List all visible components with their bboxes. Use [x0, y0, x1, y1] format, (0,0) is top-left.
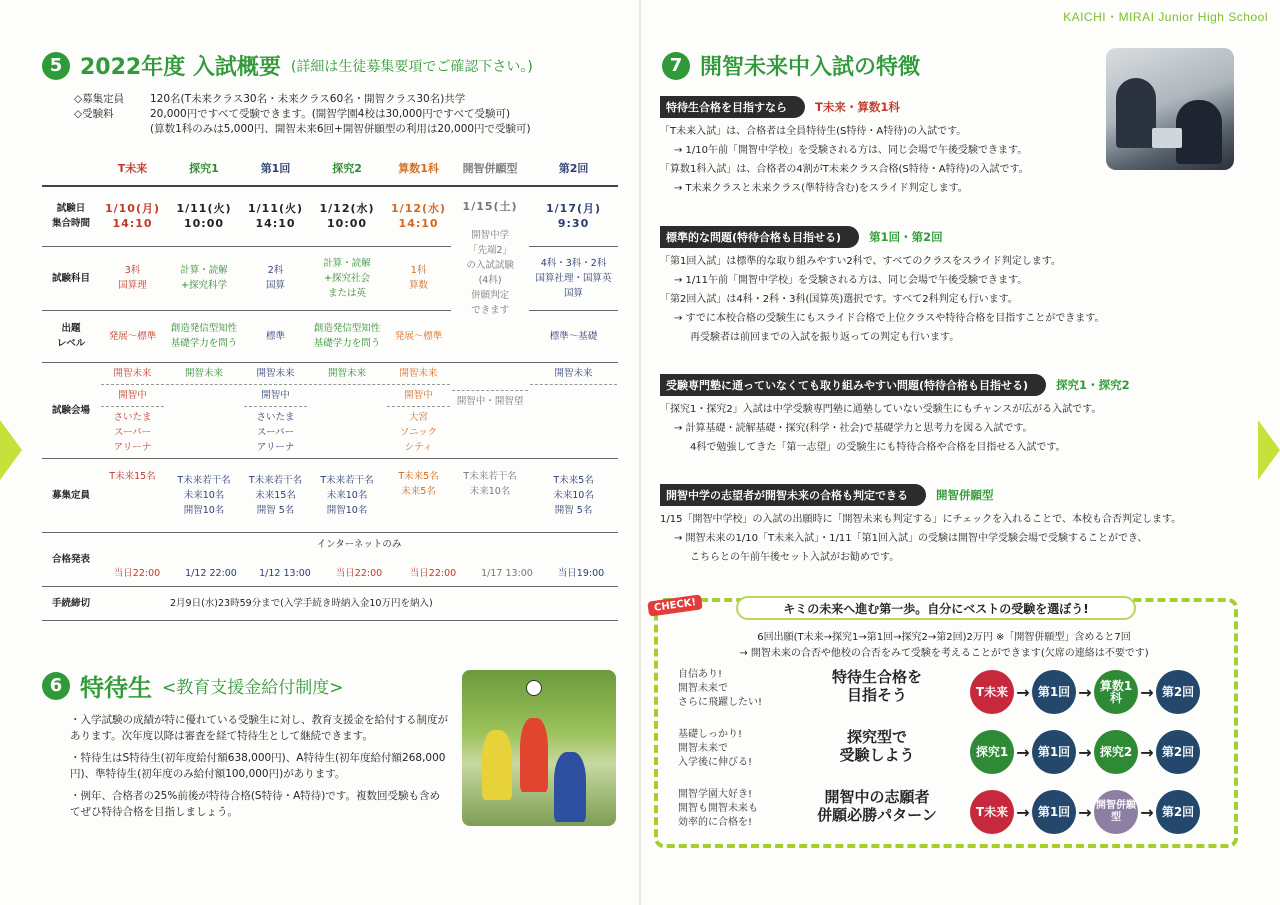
step-tankyu-2: 探究2	[1094, 730, 1138, 774]
feature-bar: 標準的な問題(特待合格も目指せる)	[660, 226, 859, 248]
subject-cell: 計算・読解	[180, 265, 228, 276]
meet-time: 14:10	[112, 217, 153, 231]
scholarship-paragraph: ・入学試験の成績が特に優れている受験生に対し、教育支援金を給付する制度があります。次年度以降は審査を経て特待生として継続できます。	[70, 714, 448, 742]
meet-time: 9:30	[557, 217, 590, 231]
venue-cell: さいたま	[256, 411, 295, 423]
feature-line: 1/15「開智中学校」の入試の出願時に「開智未来も判定する」にチェックを入れることで、本校も合否判定します。	[660, 514, 1182, 525]
procedure-deadline: 2月9日(水)23時59分まで(入学手続き時納入金10万円を納入)	[100, 586, 618, 620]
feature-line: → すでに本校合格の受験生にもスライド合格で上位クラスや特待合格を目指すことができます。	[674, 313, 1105, 324]
feature-tag: 探究1・探究2	[1056, 378, 1130, 392]
table-row	[42, 458, 618, 532]
feature-line: 「T未来入試」は、合格者は全員特待生(S特待・A特待)の入試です。	[660, 126, 967, 137]
subject-cell: +探究社会	[324, 272, 371, 284]
quota-cell: 未来10名	[553, 489, 594, 501]
announce-cell: 当日19:00	[557, 568, 605, 579]
row-label: 出題	[61, 323, 81, 334]
feature-line: → 1/10午前「開智中学校」を受験される方は、同じ会場で午後受験できます。	[674, 145, 1028, 156]
arrow-right-icon: →	[1016, 742, 1030, 762]
exam-date: 1/11(火)	[248, 202, 304, 216]
meet-time: 14:10	[255, 217, 296, 231]
venue-cell: アリーナ	[113, 441, 152, 453]
plan-heading: 目指そう	[846, 686, 907, 704]
quota-cell: T未来5名	[553, 474, 594, 486]
subject-cell: +探究科学	[181, 280, 227, 291]
feature-tag: 第1回・第2回	[869, 230, 943, 244]
quota-cell: T未来若干名	[177, 474, 231, 486]
quota-cell: T未来15名	[109, 470, 156, 482]
level-cell: 創造発信型知性	[313, 323, 381, 334]
venue-cell: さいたま	[113, 411, 152, 423]
row-label: 試験会場	[42, 362, 100, 458]
table-row	[42, 586, 618, 620]
subject-cell: 計算・読解	[323, 257, 371, 269]
feature-line: 「探究1・探究2」入試は中学受験専門塾に通塾していない受験生にもチャンスが広がる入試です。	[660, 404, 1102, 415]
venue-cell: スーパー	[256, 426, 295, 438]
step-math: 算数1科	[1094, 670, 1138, 714]
venue-cell: 開智未来	[328, 367, 367, 379]
page-fold	[639, 0, 641, 905]
soccer-photo	[462, 670, 616, 826]
venue-cell: 開智未来	[554, 367, 593, 379]
table-row	[42, 246, 618, 310]
quota-cell: 未来5名	[401, 485, 436, 497]
quota-cell: 未来10名	[469, 485, 511, 497]
subject-cell: 2科	[267, 265, 284, 276]
plan-phrase: 開智も開智未来も	[678, 803, 758, 814]
venue-cell: スーパー	[113, 426, 152, 438]
meet-time: 10:00	[184, 217, 225, 231]
quota-cell: T未来若干名	[248, 474, 303, 486]
fee-note: (算数1科のみは5,000円、開智未来6回+開智併願型の利用は20,000円で受験可)	[150, 123, 531, 135]
section-6-title: 特待生	[80, 674, 152, 702]
plan-phrase: 開智未来で	[678, 683, 728, 694]
player-figure	[520, 718, 548, 792]
section-5-heading	[42, 50, 533, 81]
subject-cell: 国算社理・国算英	[535, 272, 612, 284]
plan-phrase: 効率的に合格を!	[678, 817, 753, 828]
arrow-right-icon: →	[1140, 742, 1154, 762]
feature-bar: 特待生合格を目指すなら	[660, 96, 805, 118]
step-heigan: 開智併願型	[1094, 790, 1138, 834]
feature-line: → T未来クラスと未来クラス(準特待含む)をスライド判定します。	[674, 183, 968, 194]
section-7-heading	[662, 50, 920, 81]
section-number-6: 6	[42, 672, 70, 700]
venue-cell: シティ	[404, 441, 433, 453]
plan-phrase: 入学後に伸びる!	[678, 757, 753, 768]
subject-cell: 3科	[124, 265, 141, 276]
quota-cell: 開智 5名	[554, 504, 593, 516]
step-t-mirai: T未来	[970, 670, 1014, 714]
exam-date: 1/15(土)	[462, 200, 518, 213]
exam-overview-table	[42, 150, 618, 621]
subject-cell: 国算	[564, 287, 584, 299]
plan-row	[664, 784, 1224, 836]
next-page-arrow-icon[interactable]	[1258, 420, 1280, 480]
step-round-2: 第2回	[1156, 730, 1200, 774]
step-tankyu-1: 探究1	[970, 730, 1014, 774]
section-5-subtitle: (詳細は生徒募集要項でご確認下さい。)	[290, 58, 533, 75]
subject-cell: 国算	[266, 280, 286, 291]
heigan-note: の入試試験	[466, 260, 514, 271]
section-6-subtitle: <教育支援金給付制度>	[162, 678, 344, 698]
plan-heading: 受験しよう	[839, 746, 915, 764]
row-label: 手続締切	[42, 586, 100, 620]
feature-line: → 計算基礎・読解基礎・探究(科学・社会)で基礎学力と思考力を図る入試です。	[674, 423, 1033, 434]
recruit-info	[74, 92, 531, 137]
venue-cell: 開智中	[118, 389, 147, 401]
plan-row	[664, 664, 1224, 716]
row-label: 合格発表	[42, 532, 100, 586]
meet-time: 10:00	[327, 217, 368, 231]
internet-only-note: インターネットのみ	[316, 539, 402, 550]
row-label: 募集定員	[42, 458, 100, 532]
venue-cell: 開智未来	[256, 367, 295, 379]
heigan-note: 併願判定	[471, 290, 510, 301]
plan-phrase: 開智学園大好き!	[678, 789, 753, 800]
player-figure	[482, 730, 512, 800]
row-label: レベル	[56, 338, 86, 349]
venue-cell: 開智未来	[185, 367, 224, 379]
step-round-1: 第1回	[1032, 670, 1076, 714]
level-cell: 標準～基礎	[529, 310, 618, 362]
exam-date: 1/17(月)	[546, 202, 602, 216]
announce-cell: 当日22:00	[335, 568, 383, 579]
step-round-2: 第2回	[1156, 670, 1200, 714]
table-row	[42, 310, 618, 362]
venue-cell: 開智中	[261, 389, 290, 401]
section-number-5: 5	[42, 52, 70, 80]
feature-line: 再受験者は前回までの入試を振り返っての判定も行います。	[690, 332, 960, 343]
feature-line: 「第1回入試」は標準的な取り組みやすい2科で、すべてのクラスをスライド判定します。	[660, 256, 1061, 267]
venue-cell: 開智中	[404, 389, 433, 401]
scholarship-paragraph: ・例年、合格者の25%前後が特待合格(S特待・A特待)です。複数回受験も含めてぜひ特待合格を目指しましょう。	[70, 790, 441, 818]
announce-cell: 1/17 13:00	[481, 568, 533, 579]
scholarship-body	[70, 712, 450, 826]
feature-line: 「算数1科入試」は、合格者の4割がT未来クラス合格(S特待・A特待)の入試です。	[660, 164, 1029, 175]
plan-heading: 併願必勝パターン	[817, 806, 937, 824]
feature-line: → 開智未来の1/10「T未来入試」・1/11「第1回入試」の受験は開智中学受験会場で受験することができ、	[674, 533, 1148, 544]
exam-date: 1/12(水)	[391, 202, 447, 216]
step-round-1: 第1回	[1032, 790, 1076, 834]
feature-tag: T未来・算数1科	[815, 100, 900, 114]
level-cell: 発展～標準	[100, 310, 165, 362]
fee-value: 20,000円ですべて受験できます。(開智学園4校は30,000円ですべて受験可)	[150, 108, 511, 120]
heigan-note: 「先端2」	[468, 245, 513, 256]
heigan-note: 開智中学	[471, 230, 510, 241]
level-cell: 標準	[243, 310, 308, 362]
exam-date: 1/12(水)	[319, 202, 375, 216]
section-number-7: 7	[662, 52, 690, 80]
quota-cell: 未来10名	[183, 489, 225, 501]
table-row	[42, 362, 618, 458]
col-header: 第2回	[529, 150, 618, 186]
arrow-right-icon: →	[1078, 682, 1092, 702]
step-round-2: 第2回	[1156, 790, 1200, 834]
arrow-right-icon: →	[1078, 802, 1092, 822]
subject-cell: 国算理	[118, 280, 147, 291]
plan-flow	[970, 730, 1200, 774]
heigan-note: (4科)	[478, 275, 502, 286]
col-header: T未来	[100, 150, 165, 186]
arrow-right-icon: →	[1016, 682, 1030, 702]
arrow-right-icon: →	[1140, 802, 1154, 822]
prev-page-arrow-icon[interactable]	[0, 420, 22, 480]
plan-phrase: さらに飛躍したい!	[678, 697, 763, 708]
plan-phrase: 基礎しっかり!	[678, 729, 743, 740]
feature-bar: 受験専門塾に通っていなくても取り組みやすい問題(特待合格も目指せる)	[660, 374, 1046, 396]
meet-time: 14:10	[398, 217, 439, 231]
subject-cell: 4科・3科・2科	[540, 257, 607, 269]
check-line: 6回出願(T未来→探究1→第1回→探究2→第2回)2万円 ※「開智併願型」含めると7回	[757, 632, 1131, 643]
arrow-right-icon: →	[1140, 682, 1154, 702]
plan-heading: 特待生合格を	[831, 668, 922, 686]
announce-cell: 1/12 22:00	[185, 568, 237, 579]
plan-phrase: 開智未来で	[678, 743, 728, 754]
plan-phrase: 自信あり!	[678, 669, 723, 680]
fee-label: ◇受験料	[74, 108, 114, 120]
feature-line: 「第2回入試」は4科・2科・3科(国算英)選択です。すべて2科判定も行います。	[660, 294, 1018, 305]
announce-cell: 当日22:00	[113, 568, 161, 579]
quota-cell: 未来15名	[255, 489, 296, 501]
step-round-1: 第1回	[1032, 730, 1076, 774]
player-figure	[554, 752, 586, 822]
plan-heading: 探究型で	[846, 728, 907, 746]
plan-flow	[970, 790, 1200, 834]
check-badge: CHECK!	[647, 594, 703, 616]
level-cell: 発展～標準	[386, 310, 451, 362]
quota-cell: T未来若干名	[463, 470, 517, 482]
ball-icon	[526, 680, 542, 696]
announce-cell: 1/12 13:00	[259, 568, 311, 579]
school-header: KAICHI・MIRAI Junior High School	[1063, 10, 1268, 24]
venue-cell: 大宮	[409, 411, 429, 423]
exam-date: 1/10(月)	[104, 202, 161, 216]
arrow-right-icon: →	[1078, 742, 1092, 762]
quota-cell: 未来10名	[326, 489, 368, 501]
announce-cell: 当日22:00	[409, 568, 457, 579]
quota-cell: T未来若干名	[320, 474, 374, 486]
venue-cell: 開智中・開智望	[456, 395, 524, 407]
step-t-mirai: T未来	[970, 790, 1014, 834]
venue-cell: 開智未来	[113, 367, 152, 379]
section-7-title: 開智未来中入試の特徴	[700, 55, 921, 80]
scholarship-paragraph: ・特待生はS特待生(初年度給付額638,000円)、A特待生(初年度給付額268,000円)、準特待生(初年度のみ給付額100,000円)があります。	[70, 752, 446, 780]
check-title: キミの未来へ進む第一歩。自分にベストの受験を選ぼう!	[736, 596, 1136, 620]
recruit-label: ◇募集定員	[74, 93, 125, 105]
plan-heading: 開智中の志願者	[824, 788, 930, 806]
subject-cell: 算数	[409, 280, 429, 291]
venue-cell: ソニック	[399, 426, 438, 438]
table-header-row	[42, 150, 618, 186]
feature-block-3	[660, 374, 1260, 457]
exam-date: 1/11(火)	[176, 202, 232, 216]
col-header: 開智併願型	[451, 150, 529, 186]
row-label: 集合時間	[51, 218, 90, 230]
feature-line: 4科で勉強してきた「第一志望」の受験生にも特待合格や合格を目指せる入試です。	[690, 442, 1066, 453]
feature-block-4	[660, 484, 1260, 567]
feature-bar: 開智中学の志望者が開智未来の合格も判定できる	[660, 484, 926, 506]
feature-block-1	[660, 96, 1260, 198]
row-label: 試験科目	[42, 246, 100, 310]
heigan-note: できます	[471, 305, 510, 316]
feature-line: → 1/11午前「開智中学校」を受験される方は、同じ会場で午後受験できます。	[674, 275, 1028, 286]
subject-cell: 1科	[410, 265, 427, 276]
feature-line: こちらとの午前午後セット入試がお勧めです。	[690, 552, 900, 563]
col-header: 探究1	[165, 150, 243, 186]
table-row	[42, 186, 618, 246]
col-header: 第1回	[243, 150, 308, 186]
section-5-title: 2022年度 入試概要	[80, 55, 281, 80]
venue-cell: 開智未来	[399, 367, 438, 379]
col-header: 算数1科	[386, 150, 451, 186]
quota-cell: 開智 5名	[256, 504, 295, 516]
table-row	[42, 532, 618, 586]
feature-block-2	[660, 226, 1260, 347]
quota-cell: T未来5名	[398, 470, 439, 482]
quota-cell: 開智10名	[326, 504, 368, 516]
arrow-right-icon: →	[1016, 802, 1030, 822]
plan-row	[664, 724, 1224, 776]
subject-cell: または英	[328, 287, 367, 299]
venue-cell: アリーナ	[256, 441, 295, 453]
plan-flow	[970, 670, 1200, 714]
level-cell: 創造発信型知性	[170, 323, 238, 334]
level-cell: 基礎学力を問う	[313, 338, 381, 349]
quota-cell: 開智10名	[183, 504, 225, 516]
section-6-heading	[42, 668, 344, 703]
col-header: 探究2	[308, 150, 386, 186]
recruit-value: 120名(T未来クラス30名・未来クラス60名・開智クラス30名)共学	[150, 93, 466, 105]
level-cell: 基礎学力を問う	[170, 338, 238, 349]
check-line: → 開智未来の合否や他校の合否をみて受験を考えることができます(欠席の連絡は不要です)	[739, 648, 1149, 659]
row-label: 試験日	[56, 203, 86, 215]
feature-tag: 開智併願型	[936, 488, 994, 502]
